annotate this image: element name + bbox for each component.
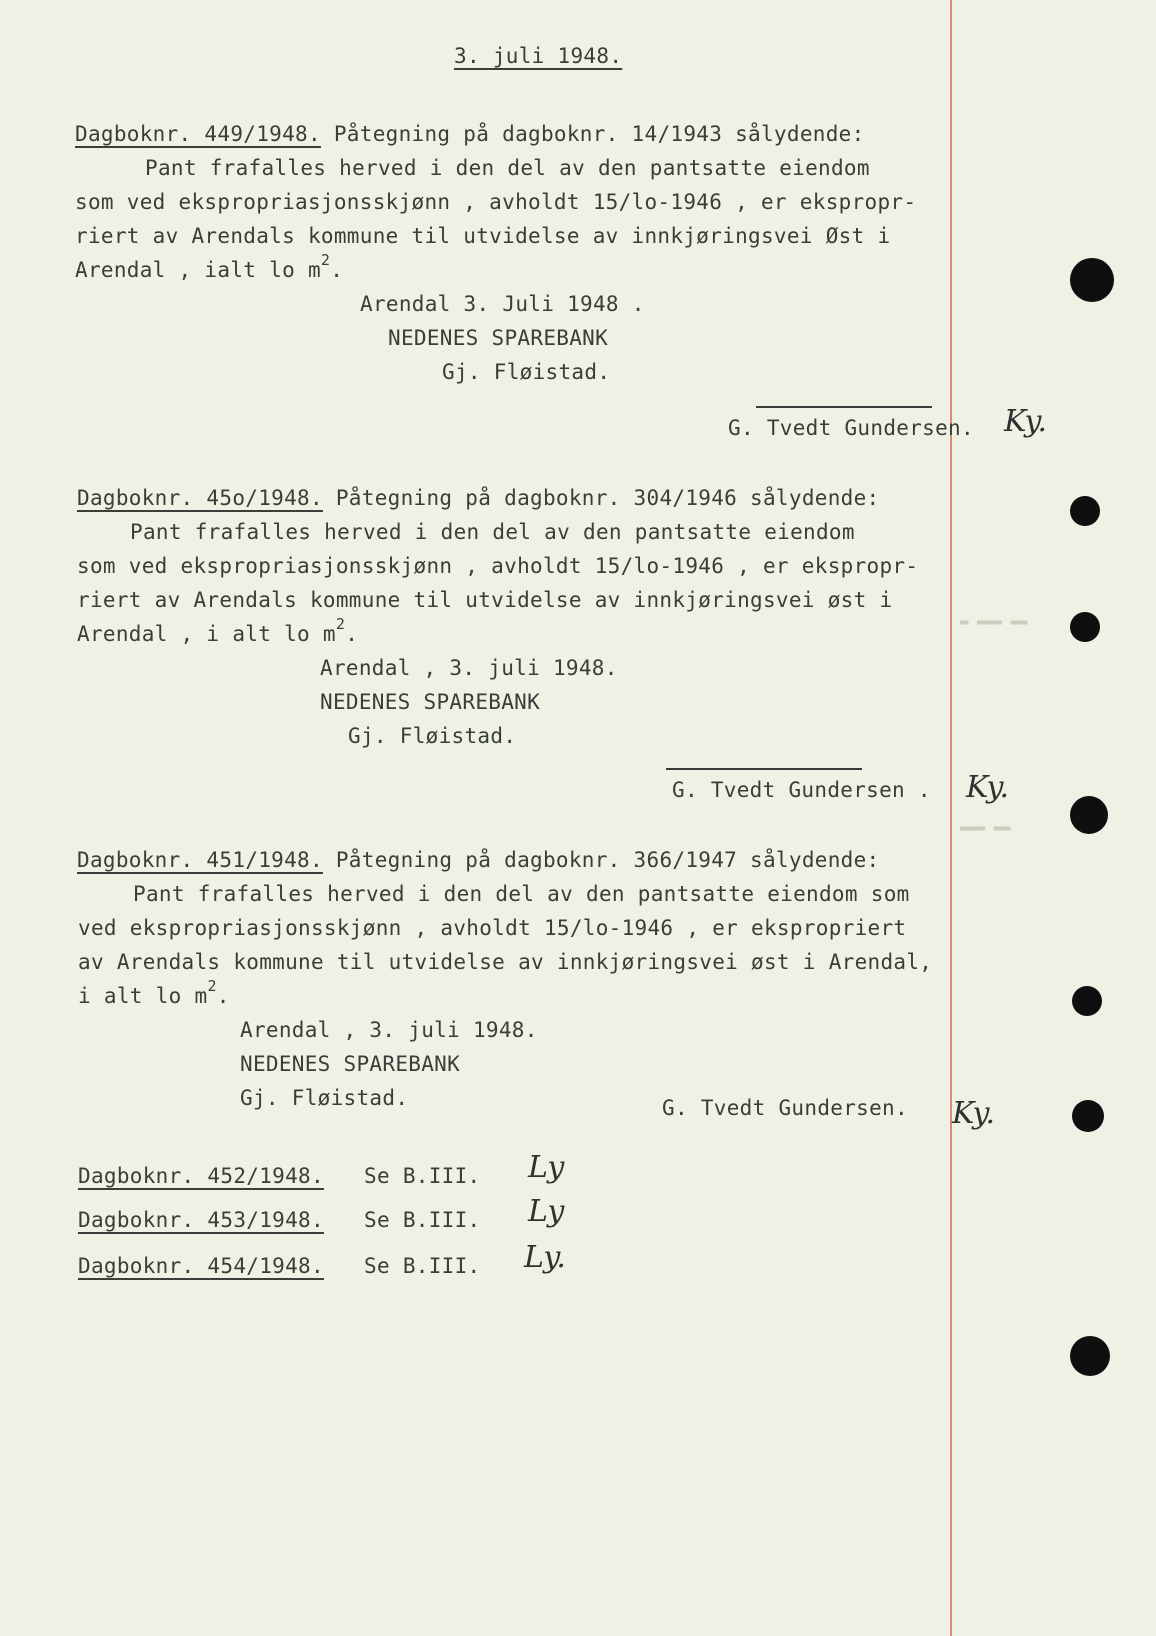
short-entry-text: Se B.III. [364, 1208, 481, 1232]
short-entry-ref: Dagboknr. 452/1948. [78, 1164, 324, 1188]
entry-line: i alt lo $m^2$. [78, 977, 230, 1008]
entry-line: Pant frafalles herved i den del av den pantsatte eiendom [130, 520, 855, 544]
entry-line: Arendal , ialt lo $m^2$. [75, 251, 344, 282]
entry-line: Arendal , i alt lo $m^2$. [77, 615, 359, 646]
entry-line-text: Arendal , i alt lo m [77, 622, 336, 646]
entry-line: Pant frafalles herved i den del av den pantsatte eiendom som [133, 882, 910, 906]
handwritten-initials: Ky. [1004, 404, 1047, 439]
entry-ref: Dagboknr. 449/1948. [75, 122, 321, 146]
punch-hole [1070, 258, 1114, 302]
entry-heading [77, 486, 879, 510]
short-entry-text: Se B.III. [364, 1164, 481, 1188]
unit-superscript: 2 [320, 251, 331, 269]
entry-line: riert av Arendals kommune til utvidelse av innkjøringsvei Øst i [75, 224, 891, 248]
bleed-through-text: ▬▬▬ ▬▬ [960, 820, 1011, 836]
margin-line [950, 0, 952, 1636]
entry-line: som ved ekspropriasjonsskjønn , avholdt 15/lo-1946 , er ekspropr- [75, 190, 917, 214]
place-date: Arendal , 3. juli 1948. [240, 1018, 538, 1042]
signature-line [666, 768, 862, 770]
place-date: Arendal , 3. juli 1948. [320, 656, 618, 680]
entry-line: riert av Arendals kommune til utvidelse av innkjøringsvei øst i [77, 588, 893, 612]
handwritten-initials: Ly [528, 1194, 565, 1229]
punch-hole [1072, 986, 1102, 1016]
unit-superscript: 2 [207, 977, 217, 995]
entry-line: ved ekspropriasjonsskjønn , avholdt 15/lo-1946 , er ekspropriert [78, 916, 907, 940]
punch-hole [1070, 496, 1100, 526]
handwritten-initials: Ky. [952, 1096, 995, 1131]
short-entry-ref: Dagboknr. 453/1948. [78, 1208, 324, 1232]
signature-line [756, 406, 932, 408]
entry-line-text: Arendal , ialt lo m [75, 258, 321, 282]
entry-heading [75, 122, 865, 146]
bank-signer: Gj. Fløistad. [348, 724, 517, 748]
page-date: 3. juli 1948. [454, 44, 623, 68]
bleed-through-text: ▬ ▬▬▬ ▬▬ [960, 614, 1028, 630]
entry-heading-text: Påtegning på dagboknr. 366/1947 sålydende: [322, 848, 880, 872]
short-entry-ref: Dagboknr. 454/1948. [78, 1254, 324, 1278]
entry-ref: Dagboknr. 45o/1948. [77, 486, 323, 510]
entry-line: som ved ekspropriasjonsskjønn , avholdt 15/lo-1946 , er ekspropr- [77, 554, 919, 578]
unit-superscript: 2 [335, 615, 346, 633]
entry-line: Pant frafalles herved i den del av den pantsatte eiendom [145, 156, 870, 180]
handwritten-initials: Ly. [524, 1240, 566, 1275]
punch-hole [1070, 796, 1108, 834]
bank-name: NEDENES SPAREBANK [320, 690, 541, 714]
entry-line-text: i alt lo m [78, 984, 208, 1008]
entry-ref: Dagboknr. 451/1948. [77, 848, 323, 872]
bank-signer: Gj. Fløistad. [442, 360, 611, 384]
registrar-name: G. Tvedt Gundersen. [662, 1096, 908, 1120]
entry-heading [77, 848, 879, 872]
short-entry-text: Se B.III. [364, 1254, 481, 1278]
bank-signer: Gj. Fløistad. [240, 1086, 409, 1110]
entry-line: av Arendals kommune til utvidelse av innkjøringsvei øst i Arendal, [78, 950, 933, 974]
bank-name: NEDENES SPAREBANK [388, 326, 609, 350]
bank-name: NEDENES SPAREBANK [240, 1052, 461, 1076]
registrar-name: G. Tvedt Gundersen . [672, 778, 931, 802]
punch-hole [1072, 1100, 1104, 1132]
entry-heading-text: Påtegning på dagboknr. 304/1946 sålydende: [322, 486, 880, 510]
entry-heading-text: Påtegning på dagboknr. 14/1943 sålydende: [320, 122, 865, 146]
place-date: Arendal 3. Juli 1948 . [360, 292, 645, 316]
punch-hole [1070, 612, 1100, 642]
handwritten-initials: Ly [528, 1150, 565, 1185]
punch-hole [1070, 1336, 1110, 1376]
handwritten-initials: Ky. [966, 770, 1009, 805]
registrar-name: G. Tvedt Gundersen. [728, 416, 974, 440]
